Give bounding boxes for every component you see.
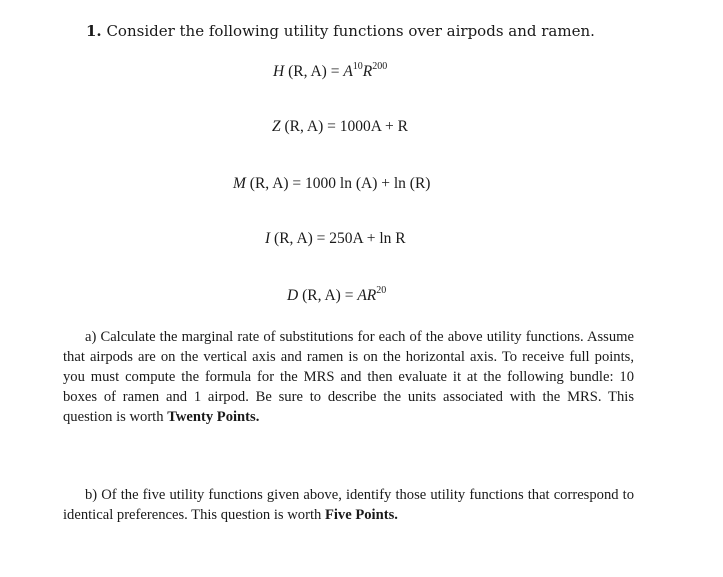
question-heading	[86, 22, 595, 40]
question-intro: Consider the following utility functions over airpods and ramen.	[106, 22, 595, 40]
part-b-text: b) Of the five utility functions given above, identify those utility functions that correspond to identical preferences. This question is worth	[63, 487, 634, 523]
part-a-text: a) Calculate the marginal rate of substitutions for each of the above utility functions. Assume that airpods are on the vertical axis and ramen is on the horizontal axis. To receive full points, you must compute the formula for the MRS and then evaluate it at the following bundle: 10 boxes of ramen and 1 airpod. Be sure to describe the units associated with the MRS. This question is worth	[63, 329, 634, 425]
equation-z	[272, 118, 408, 136]
equation-m-name: M	[233, 175, 246, 192]
equation-h-base2: R	[362, 63, 373, 80]
equation-h-name: H	[273, 63, 285, 80]
part-b-paragraph	[63, 485, 634, 525]
equation-i-name: I	[265, 230, 271, 247]
equals-sign: =	[344, 287, 354, 304]
part-b-points: Five Points.	[324, 507, 398, 523]
equals-sign: =	[330, 63, 340, 80]
equation-h-base1: A	[343, 63, 353, 80]
equation-d-exp: 20	[376, 285, 387, 296]
equation-i-rhs: 250A + ln R	[329, 230, 406, 247]
equation-m	[233, 175, 430, 193]
equation-z-rhs: 1000A + R	[339, 118, 408, 135]
equation-m-rhs: 1000 ln (A) + ln (R)	[305, 175, 431, 192]
equation-h-exp2: 200	[372, 61, 388, 72]
equation-i	[265, 230, 406, 248]
equation-h-args: (R, A)	[288, 63, 327, 80]
equals-sign: =	[316, 230, 326, 247]
equation-h	[273, 63, 387, 81]
equation-i-args: (R, A)	[274, 230, 313, 247]
equals-sign: =	[327, 118, 336, 135]
equals-sign: =	[292, 175, 302, 192]
equation-d-base: AR	[357, 287, 377, 304]
equation-d-name: D	[287, 287, 299, 304]
equation-d	[287, 287, 386, 305]
question-number: 1.	[86, 22, 102, 40]
equation-h-exp1: 10	[352, 61, 363, 72]
part-a-paragraph	[63, 327, 634, 427]
part-a-points: Twenty Points.	[167, 409, 260, 425]
equation-m-args: (R, A)	[249, 175, 289, 192]
equation-d-args: (R, A)	[302, 287, 341, 304]
equation-z-name: Z	[272, 118, 281, 135]
equation-z-args: (R, A)	[284, 118, 324, 135]
